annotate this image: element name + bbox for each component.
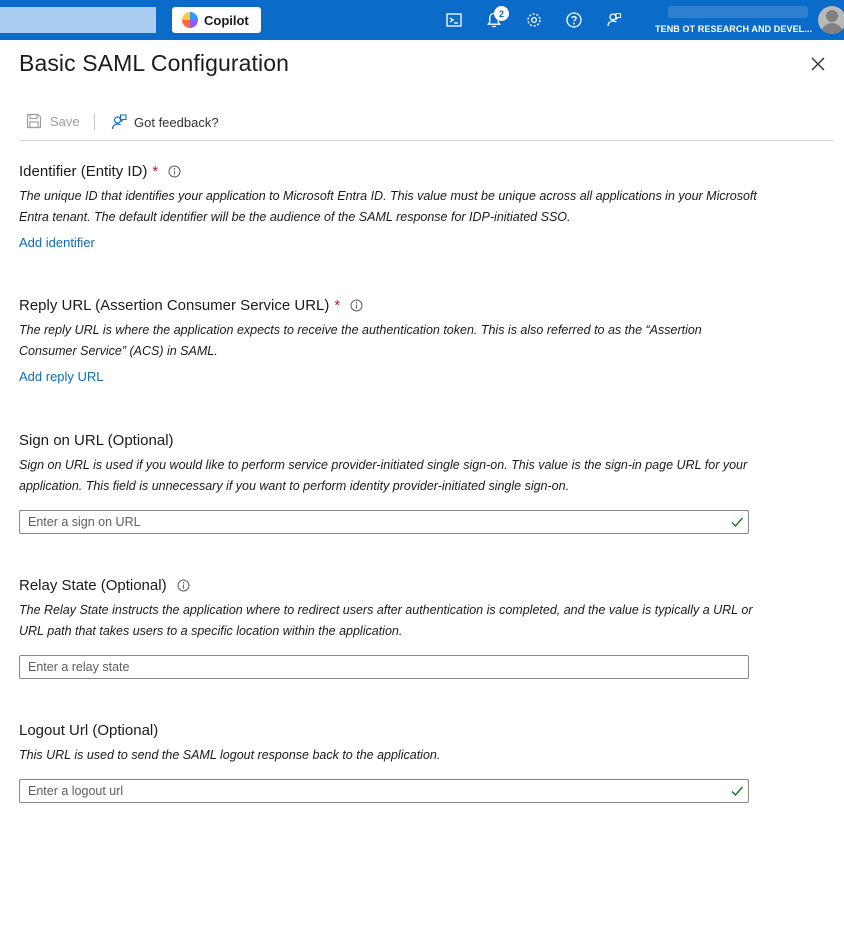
info-icon[interactable] <box>350 299 363 312</box>
user-name-redacted <box>668 6 808 18</box>
relay-state-section <box>19 577 759 679</box>
reply-url-description: The reply URL is where the application expects to receive the authentication token. This is also referred to as the “Assertion Consumer Service” (ACS) in SAML. <box>19 323 702 358</box>
valid-check-icon <box>730 515 744 529</box>
feedback-icon <box>110 113 128 131</box>
notification-badge: 2 <box>494 6 509 21</box>
identifier-title: Identifier (Entity ID) <box>19 163 148 180</box>
relay-state-description: The Relay State instructs the application where to redirect users after authentication is completed, and the value is typically a URL or URL path that takes users to a specific location within the application. <box>19 603 753 638</box>
tenant-name[interactable]: TENB OT RESEARCH AND DEVEL... <box>655 24 813 34</box>
relay-state-title: Relay State (Optional) <box>19 577 167 594</box>
save-label: Save <box>50 113 80 129</box>
reply-url-title: Reply URL (Assertion Consumer Service URL) <box>19 297 330 314</box>
logout-url-input[interactable] <box>20 780 748 802</box>
relay-state-field <box>19 655 749 679</box>
command-bar <box>19 110 834 141</box>
sign-on-url-description: Sign on URL is used if you would like to perform service provider-initiated single sign-on. This value is the sign-in page URL for your application. This field is unnecessary if you want to perform identity provider-initiated single sign-on. <box>19 458 748 493</box>
toolbar-divider <box>94 114 95 130</box>
identifier-section <box>19 163 759 252</box>
cloud-shell-icon[interactable] <box>443 9 465 31</box>
close-button[interactable] <box>808 54 828 74</box>
relay-state-input[interactable] <box>20 656 748 678</box>
top-bar <box>0 0 844 40</box>
help-icon[interactable] <box>563 9 585 31</box>
add-identifier-link[interactable]: Add identifier <box>19 235 95 250</box>
required-mark: * <box>334 297 341 314</box>
feedback-icon[interactable] <box>603 9 625 31</box>
sign-on-url-field <box>19 510 749 534</box>
sign-on-url-title: Sign on URL (Optional) <box>19 432 174 449</box>
page-title: Basic SAML Configuration <box>19 50 290 76</box>
add-reply-url-link[interactable]: Add reply URL <box>19 369 104 384</box>
info-icon[interactable] <box>177 579 190 592</box>
reply-url-section <box>19 297 759 386</box>
save-button[interactable] <box>26 113 80 129</box>
sign-on-url-input[interactable] <box>20 511 748 533</box>
logout-url-field <box>19 779 749 803</box>
info-icon[interactable] <box>168 165 181 178</box>
got-feedback-button[interactable] <box>110 113 219 131</box>
settings-icon[interactable] <box>523 9 545 31</box>
copilot-icon <box>182 12 198 28</box>
avatar[interactable] <box>818 6 844 34</box>
save-icon <box>26 113 42 129</box>
close-icon <box>811 57 825 71</box>
logout-url-description: This URL is used to send the SAML logout response back to the application. <box>19 748 441 762</box>
logout-url-title: Logout Url (Optional) <box>19 722 159 739</box>
search-box-redacted[interactable] <box>0 7 156 33</box>
copilot-label: Copilot <box>204 12 249 28</box>
copilot-button[interactable] <box>172 7 261 33</box>
logout-url-section <box>19 722 759 803</box>
required-mark: * <box>152 163 159 180</box>
feedback-label: Got feedback? <box>134 114 219 130</box>
sign-on-url-section <box>19 432 759 534</box>
identifier-description: The unique ID that identifies your application to Microsoft Entra ID. This value must be unique across all applications in your Microsoft Entra tenant. The default identifier will be the audience of the SAML response for IDP-initiated SSO. <box>19 189 757 224</box>
valid-check-icon <box>730 784 744 798</box>
